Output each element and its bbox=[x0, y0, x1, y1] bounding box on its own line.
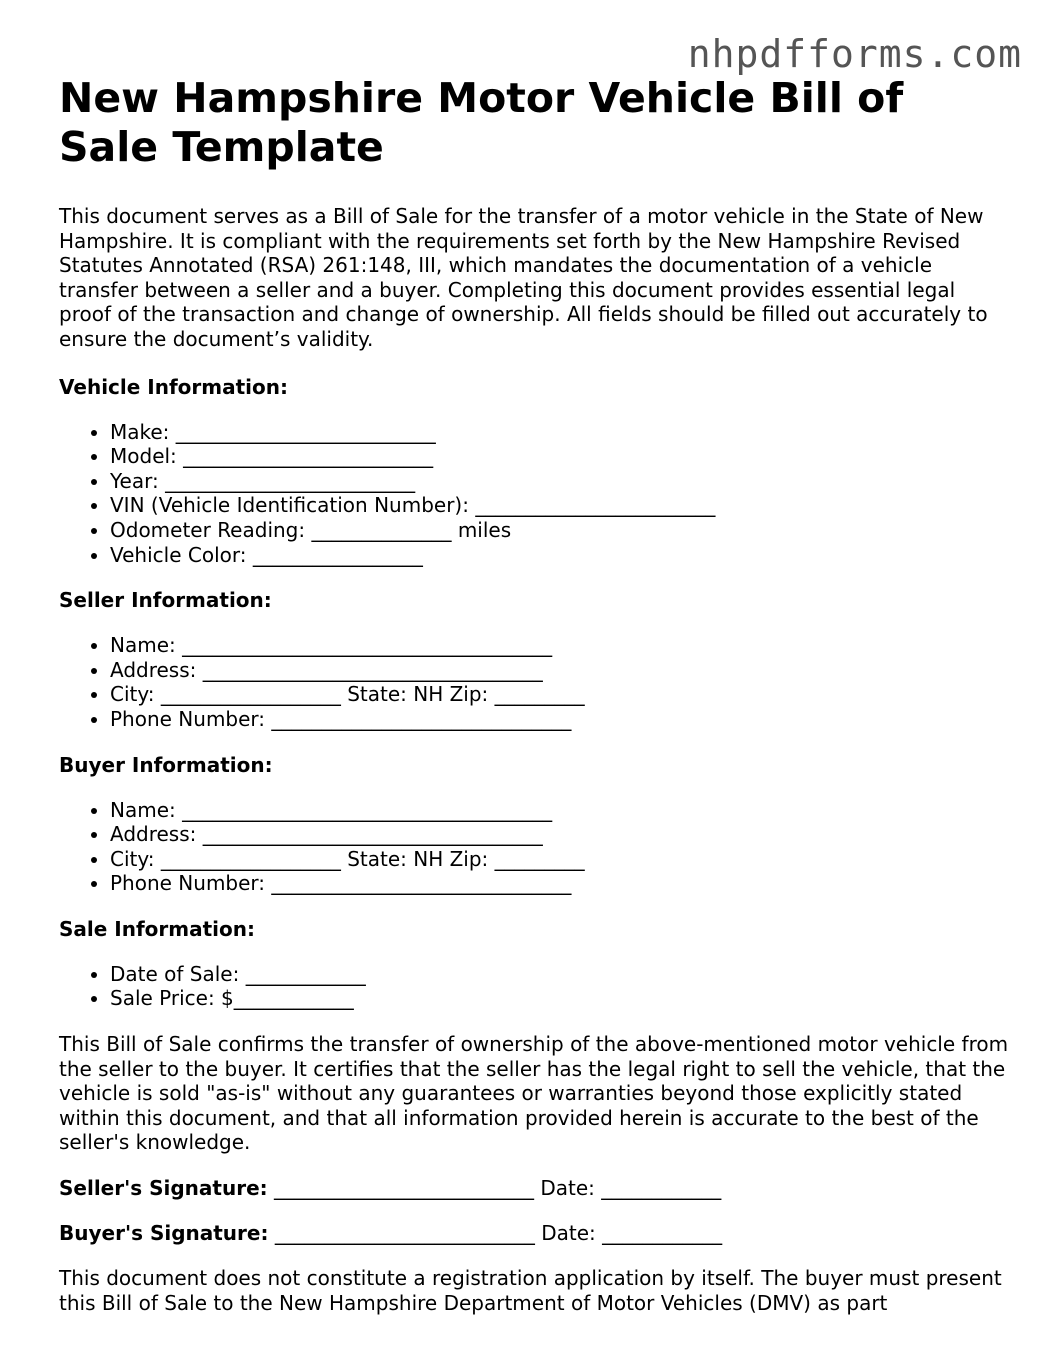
list-item: • Make: __________________________ bbox=[110, 420, 1009, 445]
list-item: • Odometer Reading: ______________ miles bbox=[110, 518, 1009, 543]
buyer-section bbox=[59, 753, 1009, 896]
seller-heading: Seller Information: bbox=[59, 588, 272, 613]
sale-heading: Sale Information: bbox=[59, 916, 255, 941]
vehicle-list bbox=[59, 420, 1009, 568]
buyer-heading: Buyer Information: bbox=[59, 752, 273, 777]
vehicle-section bbox=[59, 375, 1009, 568]
sale-section bbox=[59, 917, 1009, 1011]
list-item: • Phone Number: ______________________________ bbox=[110, 871, 1009, 896]
document-page bbox=[59, 74, 1009, 1315]
list-item: • Name: _____________________________________ bbox=[110, 798, 1009, 823]
list-item: • City: __________________ State: NH Zip: _________ bbox=[110, 682, 1009, 707]
footer-paragraph: This document does not constitute a registration application by itself. The buyer must present this Bill of Sale to the New Hampshire Department of Motor Vehicles (DMV) as part bbox=[59, 1266, 1002, 1315]
list-item: • Year: _________________________ bbox=[110, 469, 1009, 494]
list-item: • Address: __________________________________ bbox=[110, 822, 1009, 847]
buyer-signature-line bbox=[59, 1221, 1009, 1245]
buyer-signature-label: Buyer's Signature: bbox=[59, 1221, 269, 1246]
list-item: • Address: __________________________________ bbox=[110, 658, 1009, 683]
list-item: • Vehicle Color: _________________ bbox=[110, 543, 1009, 568]
site-watermark: nhpdfforms.com bbox=[687, 32, 1022, 76]
buyer-list bbox=[59, 798, 1009, 896]
seller-signature-blanks: __________________________ Date: ____________ bbox=[267, 1176, 722, 1201]
list-item: • Phone Number: ______________________________ bbox=[110, 707, 1009, 732]
seller-signature-line bbox=[59, 1176, 1009, 1200]
sale-list bbox=[59, 962, 1009, 1011]
seller-section bbox=[59, 588, 1009, 731]
list-item: • Sale Price: $____________ bbox=[110, 986, 1009, 1011]
vehicle-heading: Vehicle Information: bbox=[59, 374, 288, 399]
page-title: New Hampshire Motor Vehicle Bill of Sale Template bbox=[59, 74, 904, 171]
buyer-signature-blanks: __________________________ Date: ____________ bbox=[268, 1221, 723, 1246]
confirmation-paragraph: This Bill of Sale confirms the transfer of ownership of the above-mentioned motor vehicle from the seller to the buyer. It certifies that the seller has the legal right to sell the vehicle, that the vehicle is sold "as-is" without any guarantees or warranties beyond those explicitly stated within this document, and that all information provided herein is accurate to the best of the seller's knowledge. bbox=[59, 1032, 1009, 1155]
list-item: • VIN (Vehicle Identification Number): ________________________ bbox=[110, 493, 1009, 518]
seller-signature-label: Seller's Signature: bbox=[59, 1176, 268, 1201]
seller-list bbox=[59, 633, 1009, 731]
list-item: • City: __________________ State: NH Zip: _________ bbox=[110, 847, 1009, 872]
list-item: • Date of Sale: ____________ bbox=[110, 962, 1009, 987]
list-item: • Name: _____________________________________ bbox=[110, 633, 1009, 658]
intro-paragraph: This document serves as a Bill of Sale for the transfer of a motor vehicle in the State of New Hampshire. It is compliant with the requirements set forth by the New Hampshire Revised Statutes Annotated (RSA) 261:148, III, which mandates the documentation of a vehicle transfer between a seller and a buyer. Completing this document provides essential legal proof of the transaction and change of ownership. All fields should be filled out accurately to ensure the document’s validity. bbox=[59, 204, 988, 351]
list-item: • Model: _________________________ bbox=[110, 444, 1009, 469]
